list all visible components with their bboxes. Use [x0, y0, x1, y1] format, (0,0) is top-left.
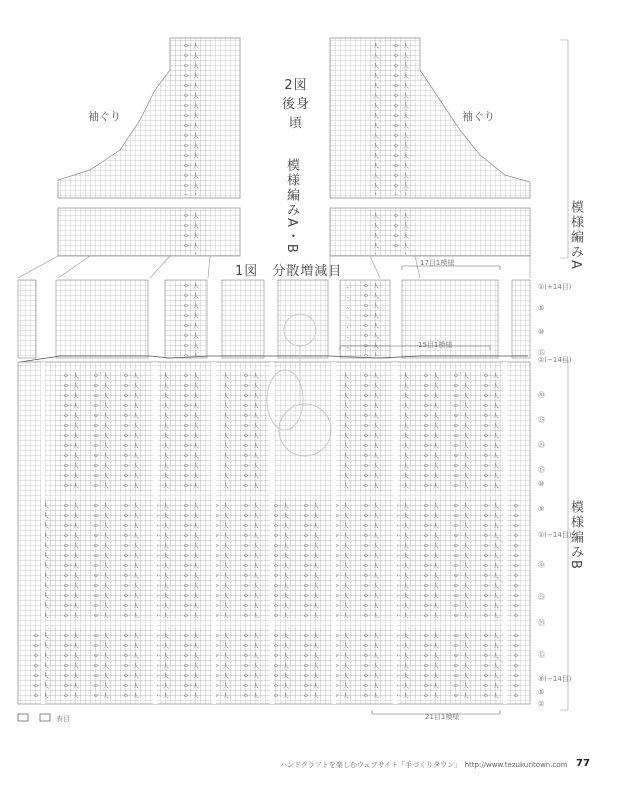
row-label: ⑤: [538, 688, 545, 696]
diagram2-title: [276, 74, 316, 131]
row-label: ⑩: [538, 480, 545, 488]
repeat-mid-label: 15目1模様: [418, 341, 453, 349]
armhole-left-label: 袖ぐり: [88, 110, 121, 123]
row-label: ⑨(−14目): [538, 675, 572, 683]
row-label: ⑳: [538, 441, 545, 449]
pattern-b-side-label: 模様編みB: [568, 500, 583, 571]
row-label: ㉚: [538, 561, 545, 569]
main-chart: [18, 40, 568, 714]
row-label: ①: [538, 700, 545, 708]
row-label: ⑤: [538, 304, 545, 312]
row-label: ⑮: [538, 466, 545, 474]
left-back-chart: [58, 38, 240, 256]
row-label: ㉚: [538, 391, 545, 399]
diagram1-title: 1図 分散増減目: [235, 264, 343, 279]
page-number: 77: [576, 758, 590, 769]
row-label: ㉕: [538, 593, 545, 601]
row-label: ⑩: [538, 328, 545, 336]
row-label: ⑳: [538, 619, 545, 627]
row-label: ①(−14目): [538, 356, 572, 364]
repeat-bottom-label: 21目1模様: [425, 713, 460, 721]
row-label: ①(+14目): [538, 283, 572, 291]
diagram2-title-line2: 後身頃: [281, 97, 310, 131]
row-label: ⑤: [538, 505, 545, 513]
armhole-right-label: 袖ぐり: [462, 110, 495, 123]
repeat-top-label: 17目1模様: [420, 259, 455, 267]
row-label: ⑮: [538, 349, 545, 357]
footer-site: ハンドクラフトを楽しむウェブサイト「手づくりタウン」 http://www.tezukuritown.com: [280, 761, 568, 769]
row-label: ㉕: [538, 416, 545, 424]
row-label: ⑮: [538, 651, 545, 659]
row-label: ①(−14目): [538, 531, 572, 539]
legend-box: [18, 714, 28, 721]
diagram2-title-line1: 2図: [284, 78, 308, 93]
legend-label: 表目: [56, 715, 70, 723]
pattern-ab-label: 模様編みA・B: [284, 158, 299, 255]
right-back-chart: [330, 38, 530, 256]
pattern-a-side-label: 模様編みA: [568, 200, 583, 271]
